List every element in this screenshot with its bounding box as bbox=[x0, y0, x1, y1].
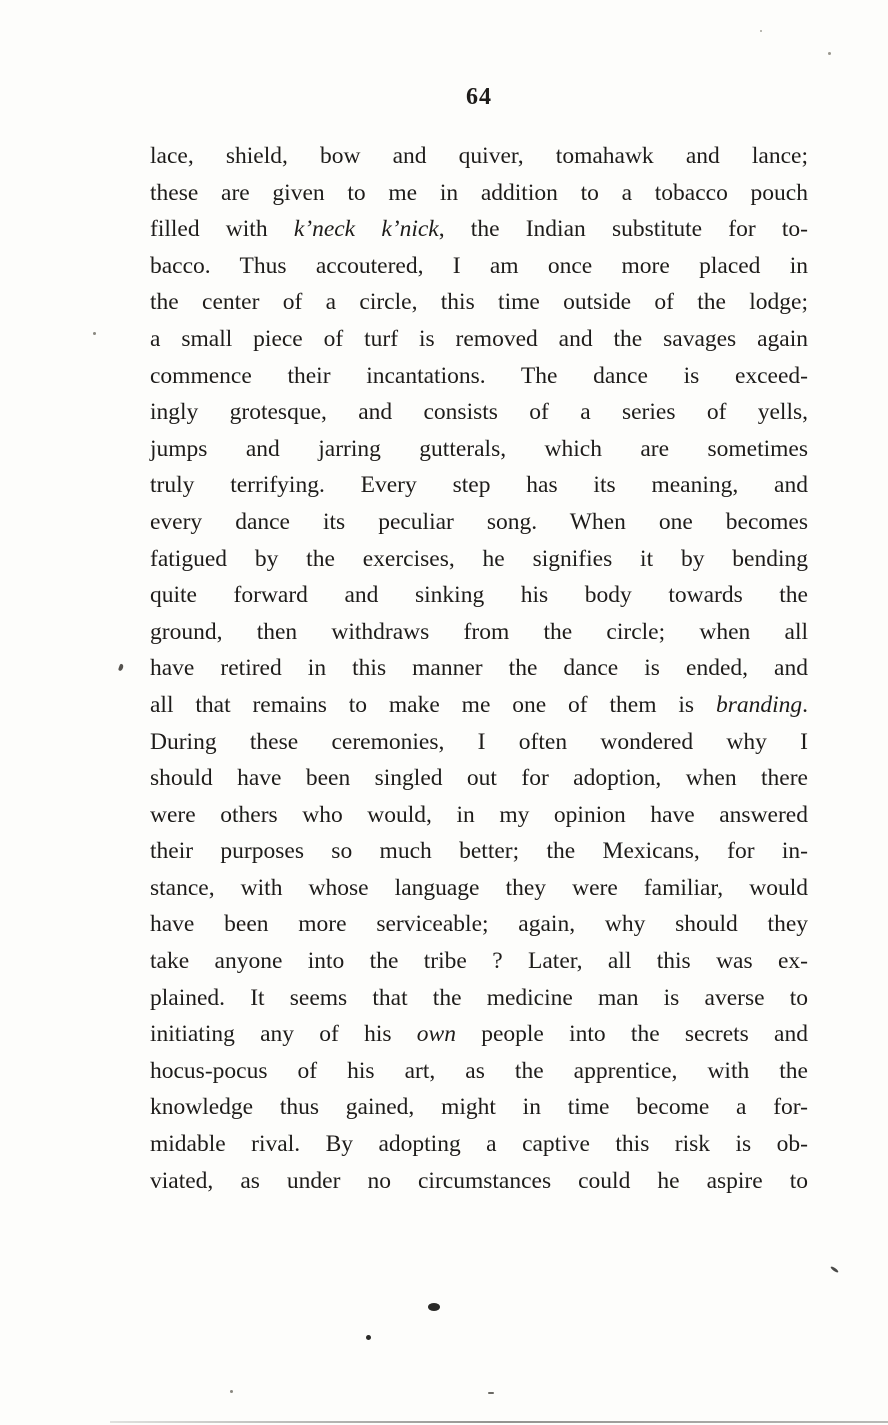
text-line bbox=[150, 906, 808, 943]
ink-speck bbox=[428, 1303, 440, 1311]
text-segment: hocus-pocus of his art, as the apprentice, with the bbox=[150, 1057, 808, 1084]
text-segment: , the Indian substitute for to- bbox=[438, 216, 808, 243]
text-segment: ground, then withdraws from the circle; when all bbox=[150, 618, 808, 645]
text-segment: fatigued by the exercises, he signifies it by bending bbox=[150, 545, 808, 572]
page-number: 64 bbox=[466, 84, 492, 110]
text-segment: were others who would, in my opinion have answered bbox=[150, 801, 808, 828]
text-segment: knowledge thus gained, might in time become a for- bbox=[150, 1094, 808, 1121]
text-line bbox=[150, 577, 808, 614]
text-segment: midable rival. By adopting a captive this risk is ob- bbox=[150, 1131, 808, 1158]
text-segment: . bbox=[802, 691, 808, 718]
text-segment: lace, shield, bow and quiver, tomahawk and lance; bbox=[150, 143, 808, 169]
scan-edge-line bbox=[110, 1421, 888, 1423]
text-segment: their purposes so much better; the Mexicans, for in- bbox=[150, 838, 808, 865]
text-segment: stance, with whose language they were familiar, would bbox=[150, 874, 808, 901]
text-segment: these are given to me in addition to a tobacco pouch bbox=[150, 179, 808, 206]
text-line bbox=[150, 394, 808, 431]
ink-speck bbox=[93, 332, 96, 335]
text-segment: should have been singled out for adoption, when there bbox=[150, 765, 808, 792]
text-line bbox=[150, 431, 808, 468]
text-line bbox=[150, 1126, 808, 1163]
ink-speck bbox=[488, 1392, 494, 1394]
text-line bbox=[150, 1163, 808, 1200]
ink-speck bbox=[366, 1335, 371, 1340]
text-segment: filled with bbox=[150, 216, 294, 243]
ink-speck bbox=[828, 52, 831, 55]
text-line bbox=[150, 760, 808, 797]
text-segment: have been more serviceable; again, why should they bbox=[150, 911, 808, 938]
text-segment: During these ceremonies, I often wondered why I bbox=[150, 728, 808, 755]
text-line bbox=[150, 833, 808, 870]
italic-text: k’neck k’nick bbox=[293, 216, 439, 243]
text-segment: quite forward and sinking his body towards the bbox=[150, 582, 808, 609]
text-segment: jumps and jarring gutterals, which are sometimes bbox=[150, 435, 808, 462]
text-line bbox=[150, 284, 808, 321]
text-segment: take anyone into the tribe ? Later, all this was ex- bbox=[150, 948, 808, 975]
ink-speck bbox=[830, 1266, 839, 1274]
ink-speck bbox=[118, 664, 124, 672]
text-segment: plained. It seems that the medicine man is averse to bbox=[150, 984, 808, 1011]
body-text bbox=[150, 138, 808, 1199]
italic-text: branding bbox=[715, 691, 803, 718]
text-segment: commence their incantations. The dance is exceed- bbox=[150, 362, 808, 389]
text-segment: people into the secrets and bbox=[455, 1021, 808, 1048]
text-line bbox=[150, 321, 808, 358]
text-line bbox=[150, 1053, 808, 1090]
text-line bbox=[150, 687, 808, 724]
text-line bbox=[150, 650, 808, 687]
text-segment: the center of a circle, this time outside of the lodge; bbox=[150, 289, 808, 316]
ink-speck bbox=[230, 1390, 233, 1393]
text-line bbox=[150, 870, 808, 907]
text-segment: a small piece of turf is removed and the savages again bbox=[150, 325, 808, 352]
text-segment: all that remains to make me one of them is bbox=[150, 691, 716, 718]
text-line bbox=[150, 541, 808, 578]
text-segment: viated, as under no circumstances could he aspire to bbox=[150, 1167, 808, 1194]
text-line bbox=[150, 1016, 808, 1053]
text-line bbox=[150, 211, 808, 248]
text-line bbox=[150, 1089, 808, 1126]
text-line bbox=[150, 614, 808, 651]
text-line bbox=[150, 504, 808, 541]
text-line bbox=[150, 138, 808, 175]
ink-speck bbox=[760, 30, 762, 32]
text-segment: every dance its peculiar song. When one becomes bbox=[150, 508, 808, 535]
text-line bbox=[150, 467, 808, 504]
text-segment: truly terrifying. Every step has its meaning, and bbox=[150, 472, 808, 499]
text-line bbox=[150, 943, 808, 980]
text-line bbox=[150, 724, 808, 761]
italic-text: own bbox=[416, 1021, 456, 1048]
text-line bbox=[150, 248, 808, 285]
text-line bbox=[150, 175, 808, 212]
text-segment: ingly grotesque, and consists of a series of yells, bbox=[150, 399, 808, 426]
text-segment: bacco. Thus accoutered, I am once more placed in bbox=[150, 252, 808, 279]
text-segment: have retired in this manner the dance is ended, and bbox=[150, 655, 808, 682]
text-line bbox=[150, 797, 808, 834]
text-line bbox=[150, 358, 808, 395]
text-segment: initiating any of his bbox=[150, 1021, 417, 1048]
text-line bbox=[150, 980, 808, 1017]
